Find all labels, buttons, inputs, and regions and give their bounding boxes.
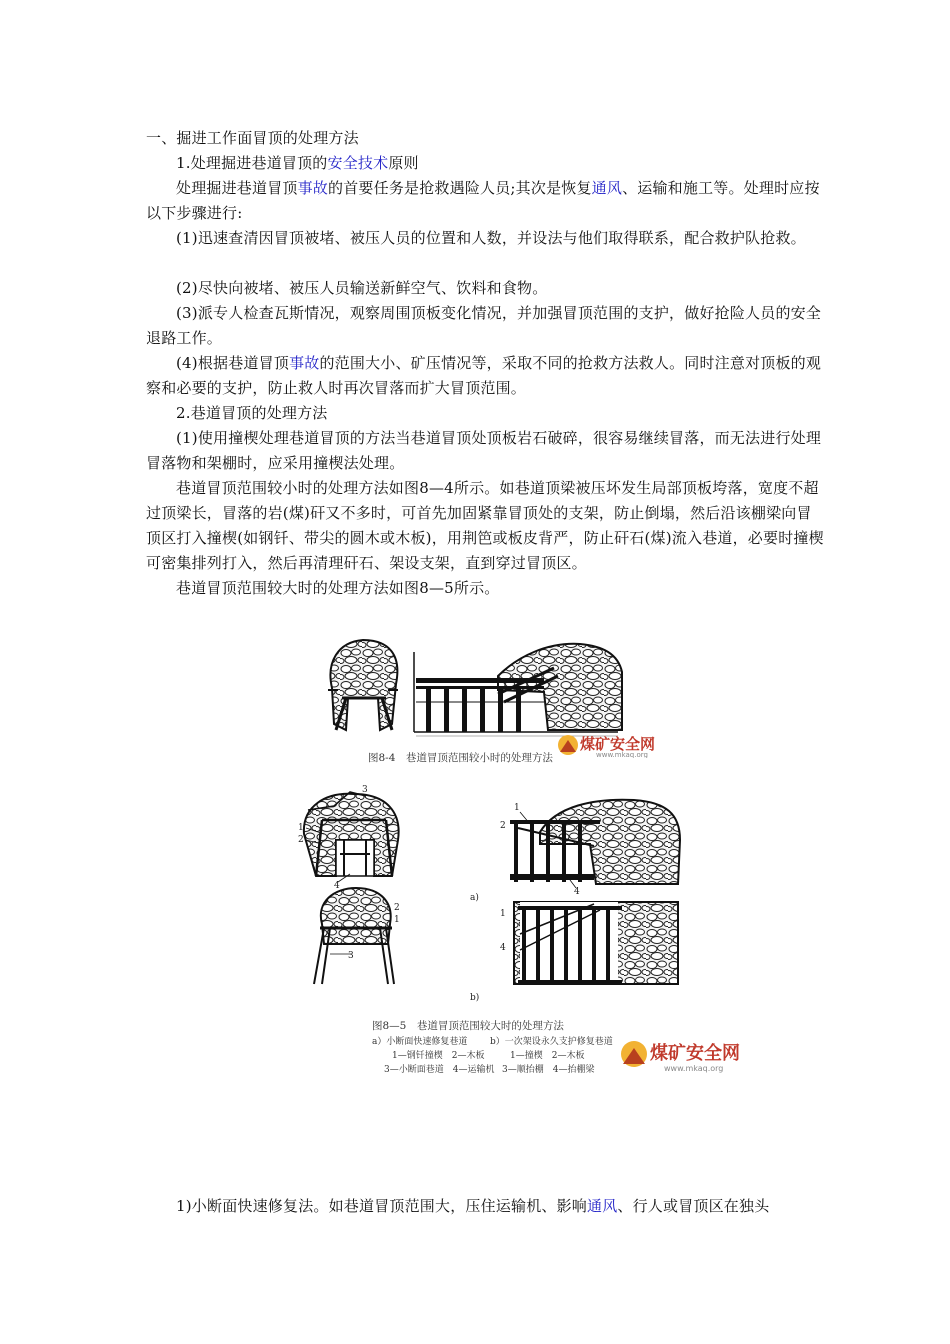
watermark-text-2: 煤矿安全网 bbox=[650, 1043, 740, 1064]
section-heading: 一、掘进工作面冒顶的处理方法 bbox=[146, 129, 359, 147]
fig85b-num-1: 1 bbox=[394, 915, 400, 925]
step-1: (1)迅速查清因冒顶被堵、被压人员的位置和人数，并设法与他们取得联系，配合救护队抢救。 bbox=[176, 229, 806, 247]
fig85a-long-num-1: 1 bbox=[514, 803, 520, 813]
fig85b-num-3: 3 bbox=[348, 951, 354, 961]
fig85b-long-num-4: 4 bbox=[500, 943, 506, 953]
fig85a-num-1: 1 bbox=[298, 823, 304, 833]
fig85a-long-num-2: 2 bbox=[500, 821, 506, 831]
figure-8-5-caption: 图8—5 巷道冒顶范围较大时的处理方法 bbox=[372, 1020, 564, 1032]
method-small-section: 1)小断面快速修复法。如巷道冒顶范围大，压住运输机、影响通风、行人或冒顶区在独头 bbox=[176, 1197, 770, 1215]
method-small-range: 巷道冒顶范围较小时的处理方法如图8—4所示。如巷道顶梁被压坏发生局部顶板垮落，宽度不超过顶梁长，冒落的岩(煤)矸又不多时，可首先加固紧靠冒顶处的支架，防止倒塌，然后沿该棚梁向冒顶区打入撞楔(如钢钎、带尖的圆木或木板)，用荆笆或板皮背严，防止矸石(煤)流入巷道，必要时撞楔可密集排列打入，然后再清理矸石、架设支架，直到穿过冒顶区。 bbox=[146, 479, 824, 572]
method-large-range: 巷道冒顶范围较大时的处理方法如图8—5所示。 bbox=[176, 579, 500, 597]
fig85-label-b: b) bbox=[470, 993, 480, 1003]
watermark-logo-2 bbox=[618, 1038, 758, 1074]
fig85b-num-2: 2 bbox=[394, 903, 400, 913]
figure-8-5-drawing bbox=[294, 784, 764, 1006]
subheading-1: 1.处理掘进巷道冒顶的安全技术原则 bbox=[176, 154, 419, 172]
link-accident-2[interactable]: 事故 bbox=[289, 354, 320, 372]
fig85a-num-4: 4 bbox=[334, 881, 340, 891]
fig85a-num-3: 3 bbox=[362, 785, 368, 795]
legend-b-2: 3—顺抬棚 4—抬棚梁 bbox=[502, 1065, 595, 1075]
legend-b-title: b）一次架设永久支护修复巷道 bbox=[490, 1037, 613, 1047]
watermark-url: www.mkaq.org bbox=[596, 751, 648, 758]
link-safety-tech[interactable]: 安全技术 bbox=[327, 154, 389, 172]
fig85a-num-2: 2 bbox=[298, 835, 304, 845]
fig85-label-a: a) bbox=[470, 893, 479, 903]
subheading-2: 2.巷道冒顶的处理方法 bbox=[176, 404, 328, 422]
figure-8-4-caption: 图8-4 巷道冒顶范围较小时的处理方法 bbox=[368, 752, 553, 764]
step-4: (4)根据巷道冒顶事故的范围大小、矿压情况等，采取不同的抢救方法救人。同时注意对顶板的观察和必要的支护，防止救人时再次冒落而扩大冒顶范围。 bbox=[146, 354, 822, 397]
fig85b-long-num-1: 1 bbox=[500, 909, 506, 919]
fig85a-long-num-4: 4 bbox=[574, 887, 580, 897]
watermark-logo bbox=[556, 732, 666, 758]
figure-8-4 bbox=[318, 632, 656, 772]
legend-a-2: 3—小断面巷道 4—运输机 bbox=[384, 1065, 495, 1075]
watermark-url-2: www.mkaq.org bbox=[664, 1064, 724, 1073]
paragraph-principles: 处理掘进巷道冒顶事故的首要任务是抢救遇险人员;其次是恢复通风、运输和施工等。处理时应按以下步骤进行: bbox=[146, 179, 820, 222]
link-accident[interactable]: 事故 bbox=[297, 179, 329, 197]
legend-a-1: 1—钢钎撞楔 2—木板 bbox=[392, 1051, 485, 1061]
legend-a-title: a）小断面快速修复巷道 bbox=[372, 1037, 468, 1047]
legend-b-1: 1—撞楔 2—木板 bbox=[510, 1051, 585, 1061]
link-ventilation[interactable]: 通风 bbox=[591, 179, 623, 197]
figure-8-5 bbox=[294, 784, 764, 1084]
link-ventilation-2[interactable]: 通风 bbox=[587, 1197, 618, 1215]
watermark-text: 煤矿安全网 bbox=[580, 735, 656, 753]
step-3: (3)派专人检查瓦斯情况，观察周围顶板变化情况，并加强冒顶范围的支护，做好抢险人员的安全退路工作。 bbox=[146, 304, 822, 347]
step-2: (2)尽快向被堵、被压人员输送新鲜空气、饮料和食物。 bbox=[176, 279, 548, 297]
method-1: (1)使用撞楔处理巷道冒顶的方法当巷道冒顶处顶板岩石破碎，很容易继续冒落，而无法进行处理冒落物和架棚时，应采用撞楔法处理。 bbox=[146, 429, 822, 472]
